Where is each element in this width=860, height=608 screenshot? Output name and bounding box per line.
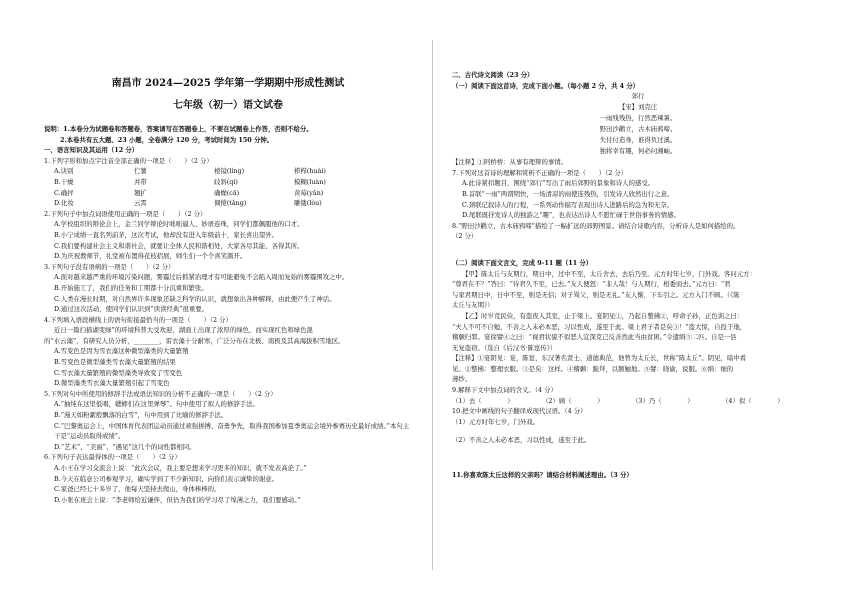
notes2-line-3: 薄纱。	[452, 375, 472, 384]
q1-c-3: 确燥(cā)	[214, 188, 240, 197]
left-column	[44, 70, 412, 505]
yi-line-1: 【乙】时岁荒民俭，有盗夜入其室，止于梁上。宴阴见①，乃起自整拂②，呼命子孙，正色训之曰：	[462, 311, 744, 320]
notes2-line-1: 【注释】①宴阴见：宴，陈寔，东汉著名贤士、道德典范，他曾为太丘长，世称“陈太丘”。阴见，暗中看	[452, 354, 747, 363]
q10-item-1: （1）元方时年七岁，门外戏。	[452, 417, 540, 426]
question-10: 10.把文中画线的句子翻译成现代汉语。（4 分）	[452, 407, 587, 416]
jia-line-3: 与家君期日中，日中不至，则是无信；对子骂父，则是无礼。”友人惭，下车引之。元方入门不顾。（《陈	[452, 290, 740, 299]
q5-option-b: B.“漫天如粉絮般飘落的白雪”，句中用到了比喻的修辞手法。	[54, 411, 228, 420]
question-5: 5.下列对句中所使用的修辞手法或语法知识的分析不正确的一项是（ ）（2 分）	[44, 389, 277, 398]
q9-items	[452, 396, 824, 407]
column-divider	[432, 40, 433, 570]
q2-option-b: B.小宁成绩一直名列前茅，这次考试，他却没有进入年级前十，家长喜出望外。	[54, 230, 279, 239]
yi-line-2: “夫人不可不自勉，不善之人未必本恶，习以性成，遂至于此。梁上君子者是矣③！”盗大惊，自投于地，	[452, 322, 747, 331]
q4-option-b: B.雪变色是微型藻类雪衣藻大量繁殖的结果	[54, 358, 176, 367]
q5-option-d: D.“艺术”、“美丽”、“遇见”这几个的词性都相同。	[54, 442, 196, 451]
q1-c-4: 黄莓(yān)	[294, 188, 324, 197]
poem-line-1: 一雨残残热，行然恶辣暑。	[599, 114, 677, 123]
q1-option-b	[44, 177, 412, 188]
question-7: 7.下列对这首诗的理解和赏析不正确的一项是（ ）（2 分）	[452, 168, 628, 177]
q3-option-c: C.人类在漫长时期，对自然界许多现象还缺乏科学的认识，就想象出各种解释，由此便产生了神话。	[54, 294, 336, 303]
question-3: 3.下列句子没有语病的一项是（ ）（2 分）	[44, 262, 175, 271]
question-11: 11.你喜欢陈太丘这样的父亲吗？请结合材料阐述理由。（3 分）	[452, 471, 633, 480]
yi-line-4: 无复盗窃。（选自《后汉书·陈寔传》）	[452, 343, 557, 352]
jia-line-1: 【甲】陈太丘与友期行，期日中，过中不至，太丘舍去，去后乃至。元方时年七岁，门外戏。客问元方：	[462, 269, 756, 278]
q1-d-1: D.化妆	[54, 199, 74, 208]
q4-passage-2: 的“水云藻”，有研究人员分析，________，雷衣藻十分耐寒，广泛分布在北极、南极及其高海拔积雪地区。	[44, 336, 345, 345]
right-column	[452, 70, 824, 481]
section-1-heading: 一、语言知识及其运用（12 分）	[44, 146, 139, 155]
q1-a-3: 棱镜(líng)	[214, 167, 245, 176]
poem-author: 【宋】刘克庄	[618, 103, 658, 112]
q1-d-3: 倜傥(tǎng)	[214, 199, 247, 208]
q1-b-3: 歧斜(qí)	[214, 177, 238, 186]
q9-item-3: （3）乃（ ）	[632, 396, 694, 405]
poem-line-2: 野田沙鹳立，古木庙鸦啼。	[599, 125, 677, 134]
q5-option-c: C.“巴黎奥运会上，中国体育代表团运动员通过顽强拼搏、奋勇争先，取得我国参加夏季奥运会境外参赛历史最好成绩。”本句主干是“运动员取得成绩”。	[54, 421, 410, 441]
exam-title: 南昌市 2024—2025 学年第一学期期中形成性测试	[111, 78, 345, 89]
q6-option-a: A.小王在学习交流会上说：“此次会议，我主要是想来学习更多的知识，就不发表高论了。”	[54, 464, 307, 472]
poem-title: 郊行	[631, 92, 645, 101]
spacer	[452, 462, 824, 470]
spacer	[452, 446, 824, 462]
part-2-heading: （二）阅读下面文言文，完成 9-11 题（11 分）	[452, 258, 593, 267]
part-1-heading: （一）阅读下面这首诗，完成下面小题。（每小题 2 分，共 4 分）	[452, 81, 640, 90]
q1-c-1: C.确抨	[54, 188, 74, 197]
q5-option-a: A.“抽纯在这里低唱，蟋蟀们在这里弹琴”。句中使用了拟人的修辞手法。	[54, 400, 259, 409]
q1-a-1: A.诀别	[54, 167, 74, 176]
q1-c-2: 翘扩	[134, 188, 147, 197]
q6-option-c: C.家爸已经七十多岁了，他每天坚持去爬山，身体棒棒的。	[54, 485, 221, 494]
yi-line-3: 稽颡归罪。宴徐譬④之曰：“视君状貌不似恶人宜深克己反善然此当由贫困。”令遗绢⑤二匹。自是一县	[452, 333, 737, 342]
q7-option-a: A.此诗紧扣题目，围绕“郊行”写出了雨后郊野的景象和诗人的感受。	[462, 179, 655, 188]
q9-item-4: （4）似（ ）	[722, 396, 784, 405]
q1-a-2: 伫薯	[134, 167, 147, 176]
q4-option-a: A.雪变色是因为雪衣藻这种微型藻类的大量繁殖	[54, 347, 189, 356]
q1-a-4: 栉栉(huài)	[294, 167, 326, 176]
q3-option-d: D.通过这次活动，使同学们认识到“读读经典”很重要。	[54, 305, 209, 314]
jia-line-4: 太丘与友期》）	[452, 301, 494, 310]
q1-option-d	[44, 198, 412, 209]
note-line-1: 说明：1.本卷分为试题卷和答题卷，答案请写在答题卷上，不要在试题卷上作答，否则不给分。	[44, 125, 313, 133]
q1-b-1: B.干燥	[54, 177, 74, 186]
q1-option-c	[44, 188, 412, 199]
notes2-line-2: 见。②整拂：整理衣服。③是矣：这样。④稽颡：跪拜，以额触地。⑤譬：晓谕，说服。⑥绢：细的	[452, 364, 734, 373]
q9-item-2: （2）顾（ ）	[542, 396, 604, 405]
q4-option-c: C.雪衣藻大量繁殖的微型藻类导致变了雪变色	[54, 368, 183, 377]
q7-option-b: B.首联“一雨”两谓明快，一场清凉的雨使连残热，引发诗人欣然出行之意。	[462, 189, 674, 198]
question-1: 1.下列字形和加点字注音全部正确的一项是（ ）（2 分）	[44, 156, 213, 165]
q3-option-b: B.开始施工了，我们的任务和工期都十分沉重和繁张。	[54, 283, 208, 292]
spacer	[452, 427, 824, 435]
q8-score: （2 分）	[452, 232, 478, 241]
section-2-heading: 二、古代诗文阅读（23 分）	[452, 71, 534, 79]
jia-line-2: “尊君在不？”答曰：“待君久不至，已去。”友人便怒：“非人哉！与人期行，相委而去。”元方曰：“君	[452, 280, 731, 289]
q2-option-c: C.我们要构建社会主义和谐社会，就要让全体人民和谐相处，大家各尽其能、各得其所。	[54, 241, 304, 250]
poem-line-3: 失付付造身，谁得负过溪。	[599, 136, 677, 145]
q1-d-2: 云霄	[134, 199, 147, 208]
q4-option-d: D.微型藻类雪衣藻大量繁殖引起了雪变色	[54, 379, 170, 388]
q3-option-a: A.面对越来越严重的环境污染问题，雾霾过后抓紧治理才有可能避免不会陷入周而复始的雾霾围攻之中。	[54, 273, 349, 282]
q4-passage-1: 近日一篇扫描湖变绿”的环境科普大受欢迎，湖面上出现了浓厚的绿色，而实现红色和绿色混	[54, 326, 313, 335]
q6-option-b: B.今天在临意公司参观学习，确实学到了不少新知识，向你们表示诚挚的谢意。	[54, 474, 279, 483]
question-2: 2.下列句子中加点词语使用正确的一项是（ ）（2 分）	[44, 209, 207, 218]
question-8: 8.“野田沙鹳立，古木庙鸦啼”描绘了一幅扩远的郊野图景。请结合诗歌内容，分析诗人是如何描绘的。	[452, 221, 740, 230]
poem-note: 【注释】①阿桥桥：从事有理辩的事情。	[452, 158, 568, 167]
q10-item-2: （2）不善之人未必本恶，习以性成，遂至于此。	[452, 436, 591, 445]
spacer	[452, 242, 824, 258]
exam-subtitle: 七年级（初一）语文试卷	[173, 100, 283, 111]
q1-b-2: 并带	[134, 177, 147, 186]
q9-item-1: （1）去（ ）	[452, 396, 514, 405]
q1-b-4: 模糊(luàn)	[294, 177, 326, 186]
q2-option-d: D.为庆祝教师节，礼堂被布置得花枝招展，师生们一个个喜笑颜开。	[54, 252, 247, 261]
question-9: 9.解释下文中加点词的含义。（4 分）	[452, 386, 557, 395]
question-6: 6.下列句子表达最得体的一项是（ ）（2 分）	[44, 453, 181, 462]
q7-option-d: D.尾联既抒发诗人的独游之“趣”，也表达出诗人不愿忙碌于世俗事务的情感。	[462, 211, 680, 220]
q7-option-c: C.颈联记叙诗人的行程，一系列动作描写表现出诗人进路后的急为和无奈。	[462, 200, 674, 209]
q1-d-4: 雕镂(lòu)	[294, 199, 322, 208]
q6-option-d: D.小张在班会上说：“李老师给近谦伴，但仍为我们的学习尽了绵薄之力，我们要感动。”	[54, 495, 301, 504]
note-line-2: 2.本卷共有五大题、23 小题，全卷满分 120 分，考试时间为 150 分钟。	[60, 135, 274, 144]
q2-option-a: A.学校组织的辩论会上，金兰同学辩论时咄咄逼人、妙语连珠，同学们都佩服他的口才。	[54, 220, 304, 229]
poem-line-4: 独将幸有趣，何必问湘岫。	[599, 147, 677, 156]
question-4: 4.下列填入语段横线上的语句衔接最恰当的一项是（ ）（2 分）	[44, 315, 232, 324]
q1-option-a	[44, 166, 412, 177]
